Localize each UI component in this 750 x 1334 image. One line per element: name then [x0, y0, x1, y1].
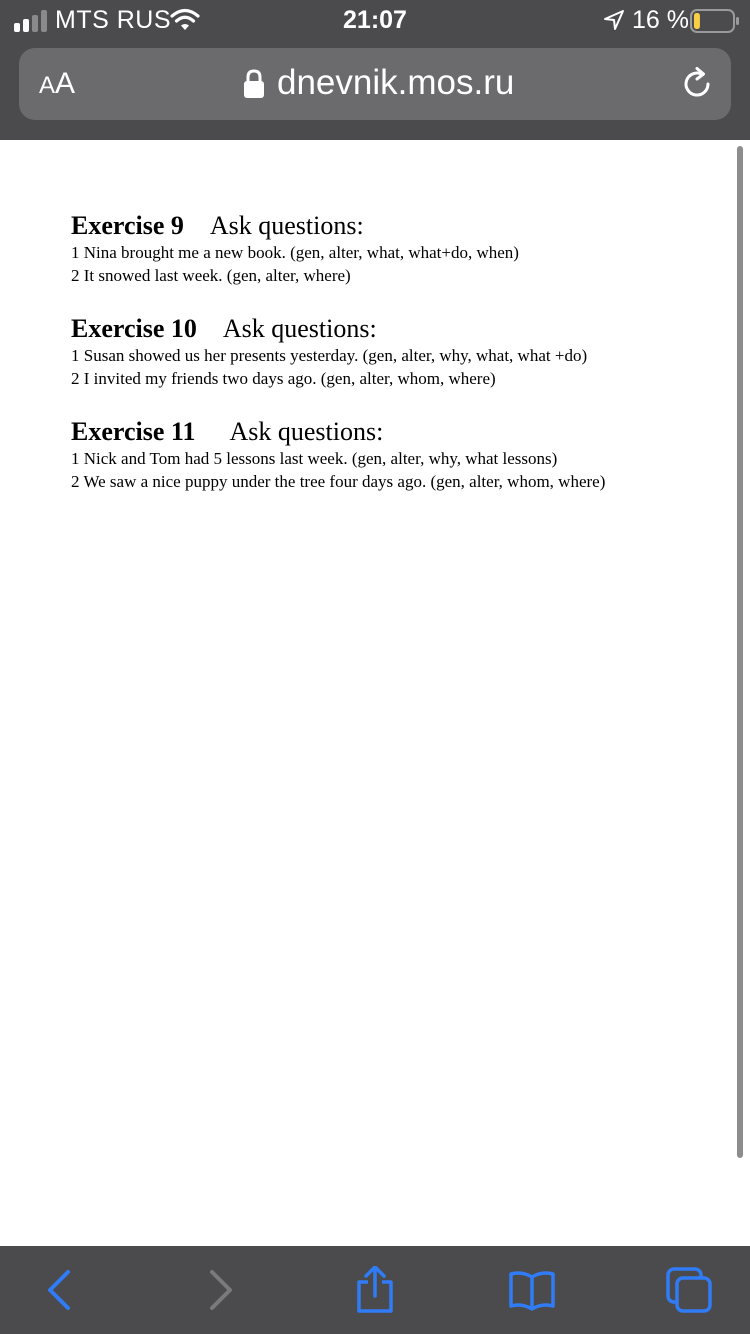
exercise-heading	[71, 211, 519, 241]
exercise-11-block	[71, 417, 605, 493]
reload-icon[interactable]	[679, 66, 715, 102]
web-page-content	[0, 140, 750, 1246]
exercise-line: 1 Susan showed us her presents yesterday. (gen, alter, why, what, what +do)	[71, 346, 588, 365]
battery-percentage: 16 %	[632, 6, 689, 34]
browser-toolbar	[0, 1246, 750, 1334]
text-size-button[interactable]	[39, 66, 75, 104]
exercise-title: Exercise 11	[71, 417, 196, 446]
tabs-icon[interactable]	[665, 1266, 713, 1314]
exercise-title: Exercise 10	[71, 314, 197, 343]
exercise-line: 1 Nina brought me a new book. (gen, alter, what, what+do, when)	[71, 243, 519, 262]
battery-icon	[690, 9, 740, 33]
text-size-large-glyph: A	[55, 67, 76, 100]
exercise-10-block	[71, 314, 587, 390]
page-scrollbar[interactable]	[737, 146, 743, 1158]
exercise-line: 2 We saw a nice puppy under the tree four days ago. (gen, alter, whom, where)	[71, 472, 606, 491]
address-bar[interactable]	[19, 48, 731, 120]
exercise-task: Ask questions:	[222, 314, 377, 343]
exercise-line: 1 Nick and Tom had 5 lessons last week. (gen, alter, why, what lessons)	[71, 449, 558, 468]
status-bar	[0, 0, 750, 42]
location-arrow-icon	[603, 9, 625, 31]
text-size-small-glyph: A	[39, 72, 56, 99]
carrier-name: MTS RUS	[55, 6, 171, 34]
exercise-line: 2 It snowed last week. (gen, alter, where)	[71, 266, 351, 285]
exercise-9-block	[71, 211, 519, 287]
exercise-heading	[71, 417, 605, 447]
exercise-heading	[71, 314, 587, 344]
chevron-right-icon[interactable]	[196, 1266, 244, 1314]
lock-icon	[243, 69, 265, 99]
status-time: 21:07	[343, 6, 407, 34]
exercise-title: Exercise 9	[71, 211, 184, 240]
book-icon[interactable]	[508, 1266, 556, 1314]
exercise-line: 2 I invited my friends two days ago. (gen, alter, whom, where)	[71, 369, 496, 388]
exercise-task: Ask questions:	[229, 417, 384, 446]
chevron-left-icon[interactable]	[36, 1266, 84, 1314]
exercise-task: Ask questions:	[209, 211, 364, 240]
share-icon[interactable]	[351, 1266, 399, 1314]
browser-top-chrome	[0, 0, 750, 140]
url-text[interactable]: dnevnik.mos.ru	[277, 63, 515, 102]
